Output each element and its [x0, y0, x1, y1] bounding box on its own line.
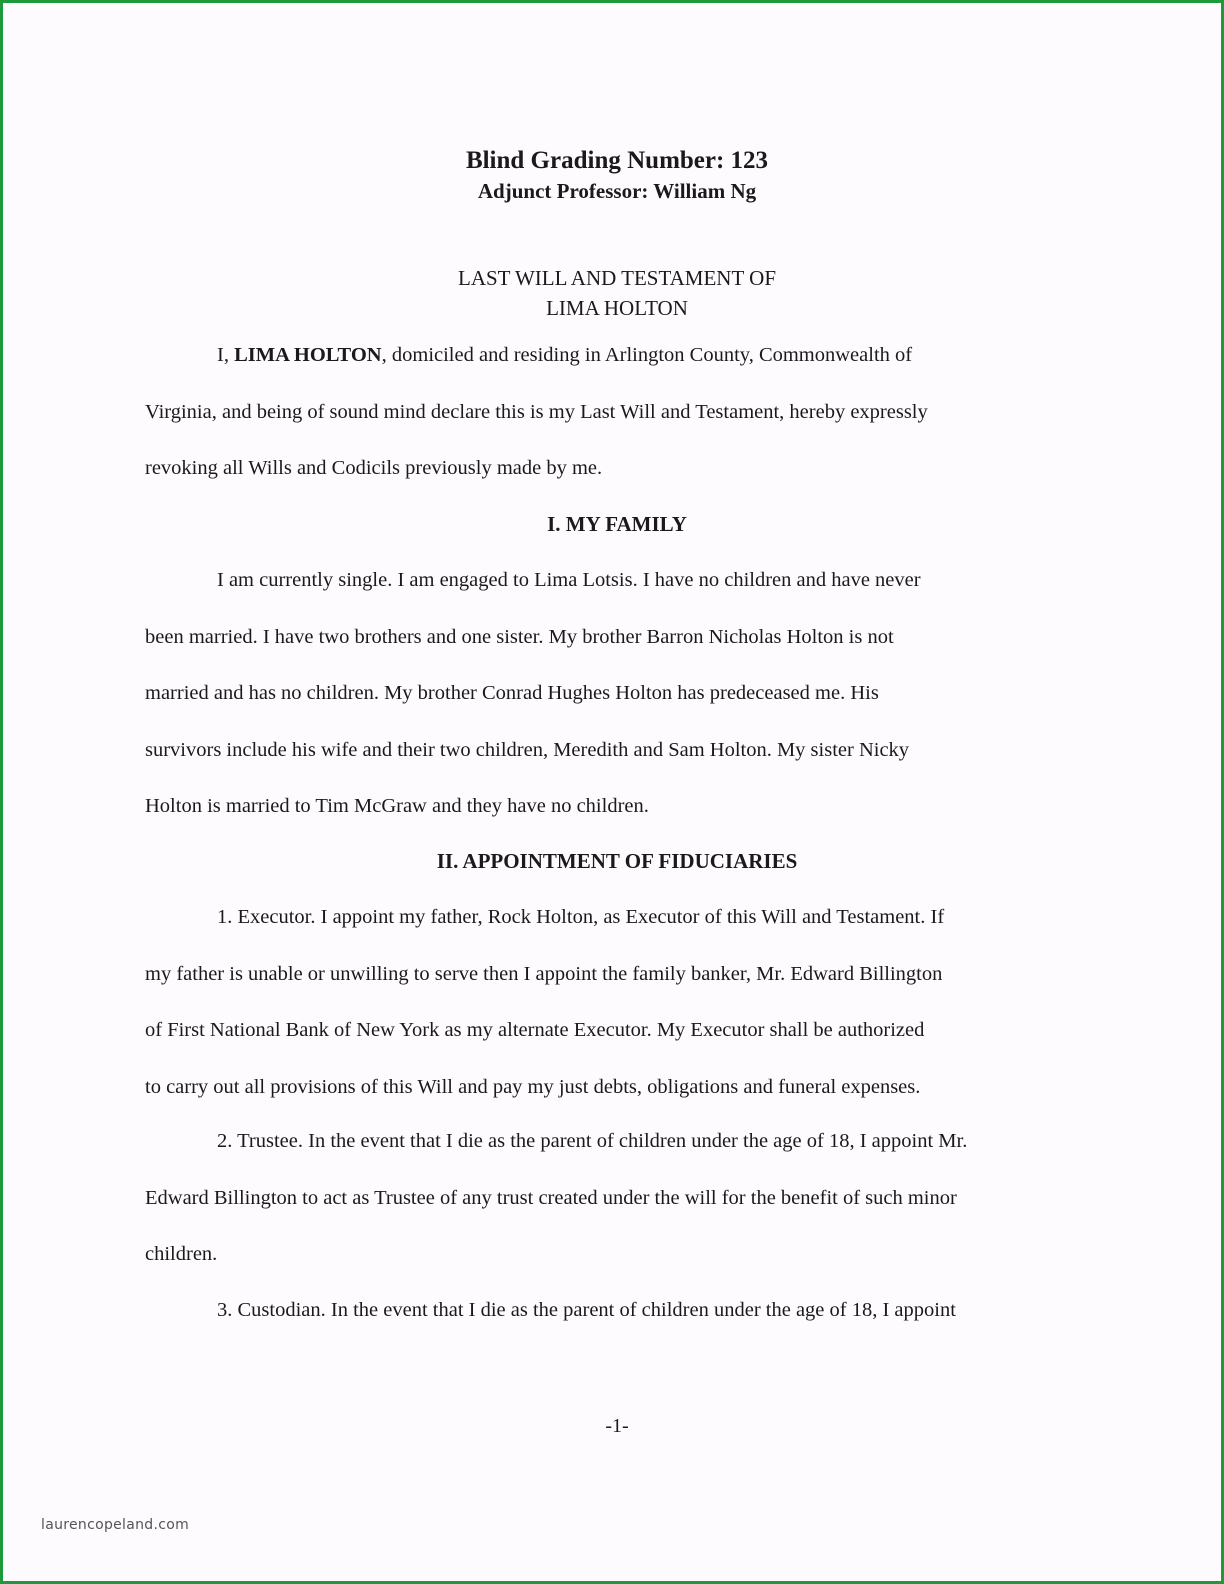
watermark-text: laurencopeland.com	[41, 1517, 190, 1533]
trustee-line: Edward Billington to act as Trustee of any trust created under the will for the benefit of such minor	[145, 1186, 957, 1209]
family-line: married and has no children. My brother Conrad Hughes Holton has predeceased me. His	[145, 682, 879, 704]
family-line: been married. I have two brothers and one sister. My brother Barron Nicholas Holton is not	[145, 625, 894, 648]
family-paragraph	[145, 552, 1089, 835]
document-title	[145, 263, 1089, 323]
family-line-text: I am currently single. I am engaged to Lima Lotsis. I have no children and have never	[217, 569, 921, 591]
intro-paragraph	[145, 327, 1089, 497]
page-number: -1-	[605, 1415, 629, 1437]
trustee-line-text: 2. Trustee. In the event that I die as the parent of children under the age of 18, I appoint Mr.	[217, 1130, 968, 1152]
intro-line-3: revoking all Wills and Codicils previously made by me.	[145, 457, 603, 479]
intro-line-1	[145, 327, 1089, 384]
family-line: survivors include his wife and their two children, Meredith and Sam Holton. My sister Nicky	[145, 738, 910, 761]
adjunct-professor: Adjunct Professor: William Ng	[477, 179, 757, 203]
section-heading-fiduciaries: II. APPOINTMENT OF FIDUCIARIES	[436, 849, 798, 873]
trustee-line: children.	[145, 1243, 218, 1265]
trustee-line	[145, 1113, 1089, 1170]
executor-line: of First National Bank of New York as my alternate Executor. My Executor shall be authorized	[145, 1019, 925, 1041]
testator-name: LIMA HOLTON	[234, 344, 382, 366]
intro-line-2: Virginia, and being of sound mind declare this is my Last Will and Testament, hereby expressly	[145, 400, 928, 423]
section-heading-family: I. MY FAMILY	[547, 512, 687, 536]
custodian-line	[145, 1282, 1089, 1339]
intro-prefix: I,	[217, 344, 235, 366]
blind-grading-number: Blind Grading Number: 123	[465, 147, 769, 174]
title-line-2: LIMA HOLTON	[546, 296, 688, 320]
custodian-line-text: 3. Custodian. In the event that I die as the parent of children under the age of 18, I appoint	[217, 1299, 956, 1321]
intro-line-1-rest: , domiciled and residing in Arlington County, Commonwealth of	[381, 344, 913, 366]
document-header	[145, 145, 1089, 205]
executor-line: to carry out all provisions of this Will and pay my just debts, obligations and funeral expenses.	[145, 1075, 921, 1098]
executor-line: my father is unable or unwilling to serve then I appoint the family banker, Mr. Edward Billington	[145, 962, 943, 985]
executor-line	[145, 889, 1089, 946]
executor-paragraph	[145, 889, 1089, 1115]
family-line: Holton is married to Tim McGraw and they have no children.	[145, 795, 649, 817]
family-line	[145, 552, 1089, 609]
title-line-1: LAST WILL AND TESTAMENT OF	[458, 266, 776, 290]
custodian-paragraph	[145, 1282, 1089, 1339]
executor-line-text: 1. Executor. I appoint my father, Rock Holton, as Executor of this Will and Testament. If	[217, 906, 945, 928]
trustee-paragraph	[145, 1113, 1089, 1283]
